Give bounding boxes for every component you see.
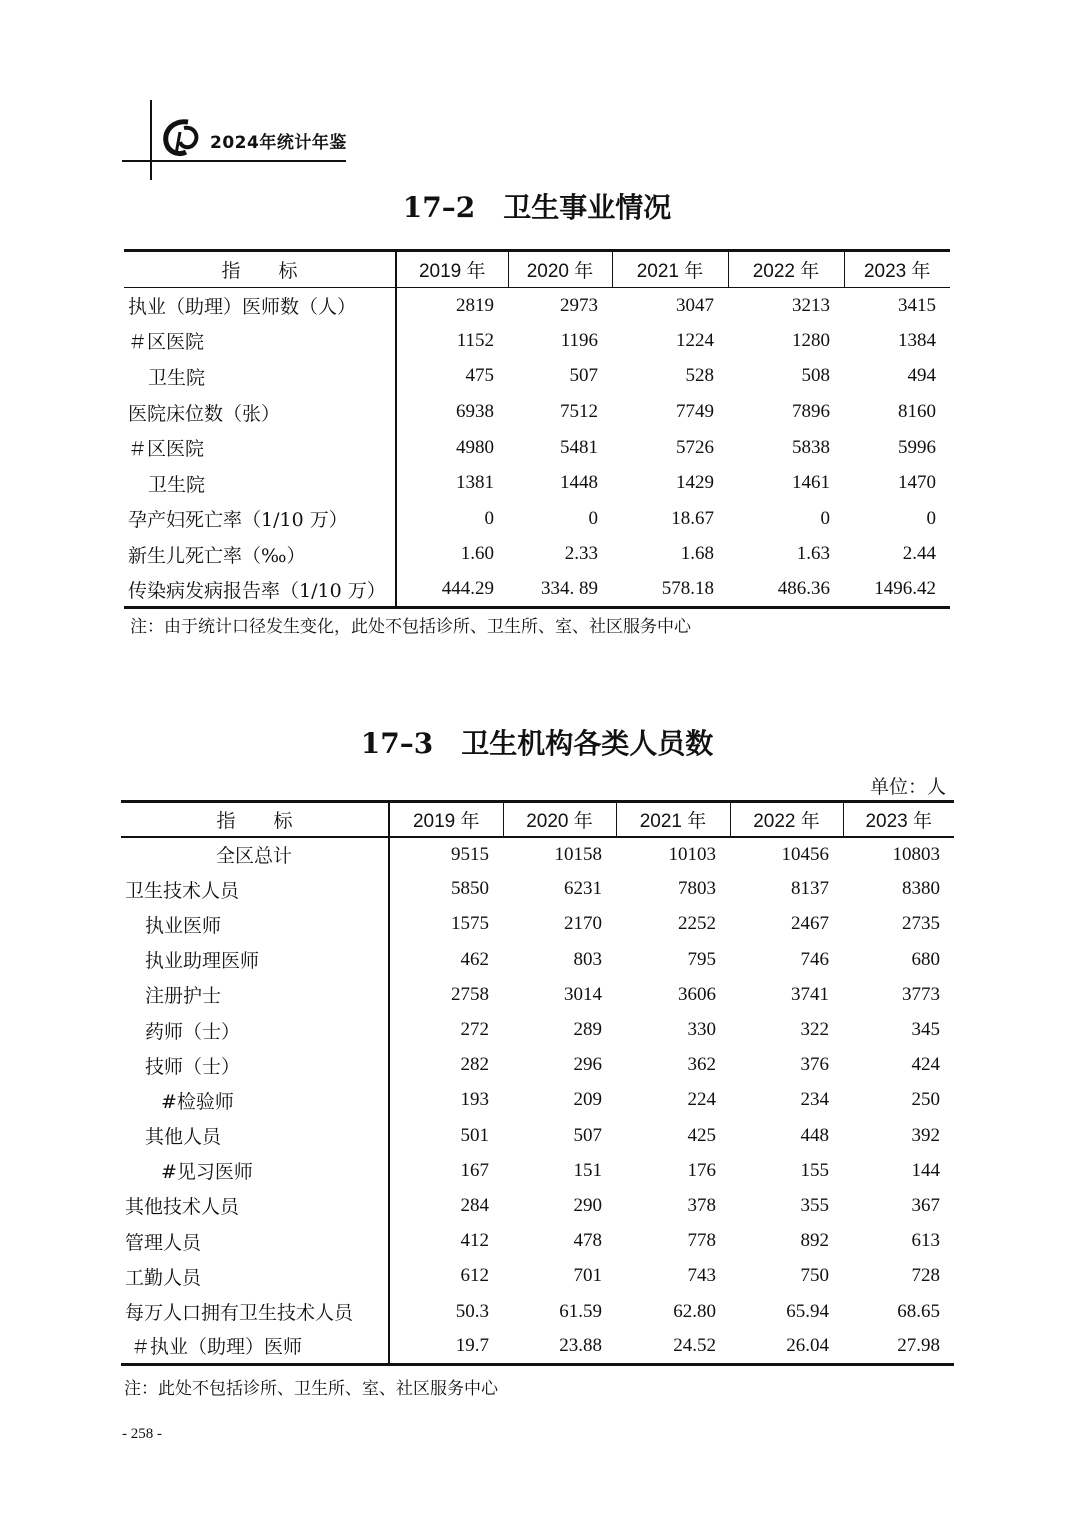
cell-value: 234 (800, 1089, 829, 1111)
table-row (124, 537, 950, 573)
cell-value: 289 (573, 1019, 602, 1041)
cell-value: 1575 (451, 913, 489, 935)
cell-value: 23.88 (559, 1334, 602, 1356)
table-row (121, 1259, 954, 1294)
cell-value: 1.63 (796, 543, 830, 565)
cell-value: 1.60 (460, 543, 494, 565)
row-label: ＃区医院 (124, 430, 396, 466)
yearbook-header-title: 2024年统计年鉴 (210, 133, 347, 153)
cell-value: 444.29 (441, 578, 494, 600)
cell-value: 9515 (451, 843, 489, 865)
cell-value: 2.33 (564, 543, 598, 565)
cell-value: 3415 (898, 294, 936, 316)
cell-value: 778 (687, 1230, 716, 1252)
cell-value: 425 (687, 1124, 716, 1146)
table-row (124, 465, 950, 501)
health-services-table (124, 249, 950, 609)
cell-value: 362 (687, 1054, 716, 1076)
cell-value: 19.7 (455, 1334, 489, 1356)
row-label: 注册护士 (121, 977, 389, 1012)
cell-value: 6231 (564, 878, 602, 900)
row-label: 管理人员 (121, 1224, 389, 1259)
cell-value: 378 (687, 1194, 716, 1216)
cell-value: 892 (800, 1230, 829, 1252)
table-row (124, 359, 950, 395)
cell-value: 2252 (678, 913, 716, 935)
row-label: 卫生技术人员 (121, 872, 389, 907)
cell-value: 746 (800, 948, 829, 970)
table-row (121, 837, 954, 872)
cell-value: 3773 (902, 983, 940, 1005)
row-label: 执业助理医师 (121, 942, 389, 977)
cell-value: 3606 (678, 983, 716, 1005)
row-label: 孕产妇死亡率（1/10 万） (124, 501, 396, 537)
cell-value: 5481 (560, 436, 598, 458)
cell-value: 224 (687, 1089, 716, 1111)
health-personnel-table (121, 800, 954, 1366)
table2-unit: 单位：人 (869, 776, 946, 798)
table-header-row (124, 251, 950, 288)
column-header-2019: 2019 年 (396, 251, 508, 288)
cell-value: 1.68 (680, 543, 714, 565)
cell-value: 5850 (451, 878, 489, 900)
row-label: 每万人口拥有卫生技术人员 (121, 1294, 389, 1329)
column-header-2021: 2021 年 (612, 251, 728, 288)
cell-value: 3014 (564, 983, 602, 1005)
cell-value: 209 (573, 1089, 602, 1111)
cell-value: 578.18 (661, 578, 714, 600)
cell-value: 803 (573, 948, 602, 970)
cell-value: 7749 (676, 401, 714, 423)
cell-value: 68.65 (897, 1300, 940, 1322)
table-header-row (121, 802, 954, 837)
table2-title: 17–3 卫生机构各类人员数 (360, 727, 714, 760)
cell-value: 193 (460, 1089, 489, 1111)
cell-value: 1448 (560, 472, 598, 494)
table-row (124, 501, 950, 537)
cell-value: 18.67 (671, 507, 714, 529)
cell-value: 284 (460, 1194, 489, 1216)
cell-value: 65.94 (786, 1300, 829, 1322)
row-label: 其他人员 (121, 1118, 389, 1153)
column-header-2022: 2022 年 (730, 802, 843, 837)
cell-value: 0 (926, 507, 936, 529)
cell-value: 501 (460, 1124, 489, 1146)
cell-value: 7803 (678, 878, 716, 900)
table-body (121, 837, 954, 1365)
row-label: #见习医师 (121, 1153, 389, 1188)
cell-value: 26.04 (786, 1334, 829, 1356)
cell-value: 1496.42 (874, 578, 936, 600)
cell-value: 367 (911, 1194, 940, 1216)
cell-value: 1384 (898, 329, 936, 351)
row-label: 药师（士） (121, 1012, 389, 1047)
cell-value: 528 (685, 365, 714, 387)
column-header-2022: 2022 年 (728, 251, 844, 288)
cell-value: 322 (800, 1019, 829, 1041)
yearbook-logo-icon (158, 114, 204, 160)
cell-value: 462 (460, 948, 489, 970)
cell-value: 10103 (668, 843, 716, 865)
cell-value: 2.44 (902, 543, 936, 565)
cell-value: 3047 (676, 294, 714, 316)
cell-value: 2170 (564, 913, 602, 935)
table-row (124, 394, 950, 430)
cell-value: 494 (907, 365, 936, 387)
cell-value: 10158 (554, 843, 602, 865)
row-label: 传染病发病报告率（1/10 万） (124, 572, 396, 608)
cell-value: 8160 (898, 401, 936, 423)
cell-value: 50.3 (455, 1300, 489, 1322)
cell-value: 412 (460, 1230, 489, 1252)
cell-value: 6938 (456, 401, 494, 423)
cell-value: 176 (687, 1159, 716, 1181)
cell-value: 795 (687, 948, 716, 970)
cell-value: 155 (800, 1159, 829, 1181)
table-row (121, 1188, 954, 1223)
cell-value: 376 (800, 1054, 829, 1076)
table-row (121, 1294, 954, 1329)
cell-value: 448 (800, 1124, 829, 1146)
column-header-2023: 2023 年 (844, 251, 950, 288)
cell-value: 151 (573, 1159, 602, 1181)
cell-value: 345 (911, 1019, 940, 1041)
cell-value: 2973 (560, 294, 598, 316)
column-header-2019: 2019 年 (389, 802, 503, 837)
column-header-2020: 2020 年 (503, 802, 616, 837)
table-row (121, 1012, 954, 1047)
table2-note: 注：此处不包括诊所、卫生所、室、社区服务中心 (124, 1379, 498, 1399)
cell-value: 8137 (791, 878, 829, 900)
cell-value: 4980 (456, 436, 494, 458)
cell-value: 3741 (791, 983, 829, 1005)
cell-value: 392 (911, 1124, 940, 1146)
cell-value: 8380 (902, 878, 940, 900)
cell-value: 1461 (792, 472, 830, 494)
row-label: 技师（士） (121, 1048, 389, 1083)
cell-value: 1280 (792, 329, 830, 351)
cell-value: 334. 89 (541, 578, 598, 600)
cell-value: 167 (460, 1159, 489, 1181)
cell-value: 701 (573, 1265, 602, 1287)
cell-value: 3213 (792, 294, 830, 316)
table-row (121, 872, 954, 907)
row-label: 工勤人员 (121, 1259, 389, 1294)
cell-value: 507 (573, 1124, 602, 1146)
table-row (121, 977, 954, 1012)
row-label: 卫生院 (124, 465, 396, 501)
cell-value: 61.59 (559, 1300, 602, 1322)
row-label: 其他技术人员 (121, 1188, 389, 1223)
table-row (121, 1224, 954, 1259)
page-number: - 258 - (122, 1426, 162, 1442)
column-header-2020: 2020 年 (508, 251, 612, 288)
cell-value: 0 (820, 507, 830, 529)
row-label: ＃执业（助理）医师 (121, 1329, 389, 1364)
cell-value: 330 (687, 1019, 716, 1041)
cell-value: 1224 (676, 329, 714, 351)
cell-value: 7512 (560, 401, 598, 423)
cell-value: 7896 (792, 401, 830, 423)
table-row (124, 288, 950, 324)
cell-value: 10803 (892, 843, 940, 865)
row-label: 医院床位数（张） (124, 394, 396, 430)
cell-value: 475 (465, 365, 494, 387)
table-row (124, 430, 950, 466)
row-label: 新生儿死亡率（‰） (124, 537, 396, 573)
table-row (124, 572, 950, 608)
cell-value: 728 (911, 1265, 940, 1287)
cell-value: 508 (801, 365, 830, 387)
cell-value: 144 (911, 1159, 940, 1181)
cell-value: 272 (460, 1019, 489, 1041)
table1-title: 17–2 卫生事业情况 (402, 191, 672, 224)
row-label: ＃区医院 (124, 323, 396, 359)
table-row (121, 1118, 954, 1153)
cell-value: 507 (569, 365, 598, 387)
cell-value: 290 (573, 1194, 602, 1216)
table-row (121, 942, 954, 977)
table-row (121, 1048, 954, 1083)
table1-note: 注：由于统计口径发生变化，此处不包括诊所、卫生所、室、社区服务中心 (130, 617, 691, 637)
cell-value: 282 (460, 1054, 489, 1076)
cell-value: 10456 (781, 843, 829, 865)
row-label: #检验师 (121, 1083, 389, 1118)
cell-value: 250 (911, 1089, 940, 1111)
cell-value: 612 (460, 1265, 489, 1287)
cell-value: 2819 (456, 294, 494, 316)
column-header-2021: 2021 年 (616, 802, 730, 837)
cell-value: 355 (800, 1194, 829, 1216)
row-label: 卫生院 (124, 359, 396, 395)
table-row (124, 323, 950, 359)
cell-value: 750 (800, 1265, 829, 1287)
header-rule-horizontal (122, 160, 346, 162)
cell-value: 1196 (560, 329, 598, 351)
cell-value: 1152 (456, 329, 494, 351)
cell-value: 2735 (902, 913, 940, 935)
cell-value: 424 (911, 1054, 940, 1076)
table-row (121, 1083, 954, 1118)
cell-value: 27.98 (897, 1334, 940, 1356)
cell-value: 5838 (792, 436, 830, 458)
column-header-2023: 2023 年 (843, 802, 954, 837)
cell-value: 478 (573, 1230, 602, 1252)
cell-value: 0 (484, 507, 494, 529)
column-header-indicator: 指 标 (124, 251, 396, 288)
row-label: 执业医师 (121, 907, 389, 942)
table-body (124, 288, 950, 608)
cell-value: 5726 (676, 436, 714, 458)
cell-value: 62.80 (673, 1300, 716, 1322)
cell-value: 1429 (676, 472, 714, 494)
cell-value: 0 (588, 507, 598, 529)
cell-value: 2758 (451, 983, 489, 1005)
row-label: 执业（助理）医师数（人） (124, 288, 396, 324)
table-row (121, 1329, 954, 1364)
cell-value: 743 (687, 1265, 716, 1287)
table-row (121, 907, 954, 942)
cell-value: 24.52 (673, 1334, 716, 1356)
cell-value: 296 (573, 1054, 602, 1076)
cell-value: 486.36 (777, 578, 830, 600)
table-row (121, 1153, 954, 1188)
cell-value: 613 (911, 1230, 940, 1252)
header-rule-vertical (150, 100, 152, 180)
cell-value: 680 (911, 948, 940, 970)
cell-value: 1381 (456, 472, 494, 494)
cell-value: 5996 (898, 436, 936, 458)
cell-value: 2467 (791, 913, 829, 935)
cell-value: 1470 (898, 472, 936, 494)
row-label: 全区总计 (121, 837, 389, 872)
column-header-indicator: 指 标 (121, 802, 389, 837)
